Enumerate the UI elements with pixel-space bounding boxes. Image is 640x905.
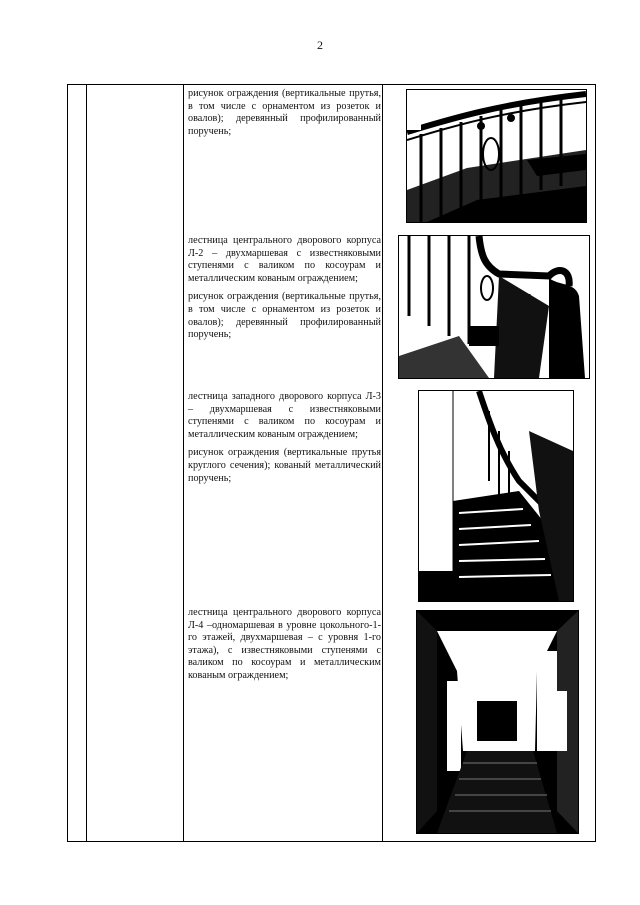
column-divider	[183, 85, 184, 841]
table-row	[188, 391, 381, 491]
table-row	[188, 235, 381, 348]
description-paragraph: рисунок ограждения (вертикальные прутья, в том числе с орнаментом из розеток и овалов); деревянный профилированный поручень;	[188, 291, 381, 341]
column-divider	[86, 85, 87, 841]
description-paragraph: рисунок ограждения (вертикальные прутья круглого сечения); кованый металлический поручень;	[188, 447, 381, 484]
column-divider	[382, 85, 383, 841]
description-paragraph: лестница центрального дворового корпуса Л-4 –одномаршевая в уровне цокольного-1-го этажей, двухмаршевая – с уровня 1-го этажа), с известняковыми ступенями с валиком по косоурам и металлическим кованым ограждением;	[188, 607, 381, 681]
table-row	[188, 88, 381, 144]
staircase-railing-photo	[406, 89, 587, 223]
staircase-railing-photo	[398, 235, 590, 379]
description-paragraph: лестница западного дворового корпуса Л-3 – двухмаршевая с известняковыми ступенями с валиком по косоурам и металлическим кованым ограждением;	[188, 391, 381, 440]
stair-hallway-photo	[416, 610, 579, 834]
description-paragraph: лестница центрального дворового корпуса Л-2 – двухмаршевая с известняковыми ступенями с валиком по косоурам и металлическим кованым ограждением;	[188, 235, 381, 284]
staircase-photo	[418, 390, 574, 602]
table-row	[188, 607, 381, 689]
document-table	[67, 84, 596, 842]
page-number: 2	[317, 38, 323, 52]
description-paragraph: рисунок ограждения (вертикальные прутья, в том числе с орнаментом из розеток и овалов); деревянный профилированный поручень;	[188, 88, 381, 137]
